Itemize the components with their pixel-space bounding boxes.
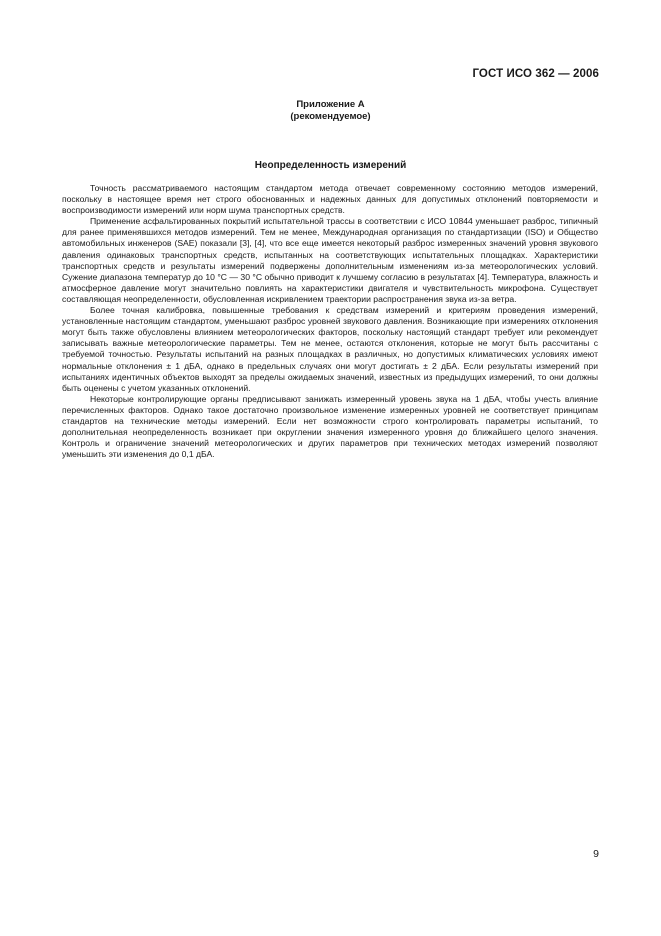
appendix-status: (рекомендуемое) (290, 111, 371, 122)
paragraph: Применение асфальтированных покрытий испытательной трассы в соответствии с ИСО 10844 уменьшает разброс, типичный для ранее применявшихся методов измерений. Тем не менее, Международная организация по стандартизации (ISO) и Общество автомобильных инженеров (SAE) показали [3], [4], что все еще имеется некоторый разброс измеренных значений уровня звукового давления одинаковых транспортных средств, испытанных на соответствующих испытательных площадках. Характеристики транспортных средств и результаты измерений подвержены дополнительным изменениям из-за метеорологических условий. Сужение диапазона температур до 10 °С — 30 °С обычно приводит к лучшему согласию в результатах [4]. Температура, влажность и атмосферное давление могут значительно повлиять на характеристики двигателя и чувствительность микрофона. Существует составляющая неопределенности, обусловленная искривлением траектории распространения звука из-за ветра. (62, 216, 598, 304)
appendix-heading (0, 99, 661, 123)
appendix-title: Приложение А (296, 99, 365, 110)
body-text (62, 183, 598, 460)
section-title: Неопределенность измерений (254, 160, 407, 171)
document-code: ГОСТ ИСО 362 — 2006 (472, 68, 599, 80)
paragraph: Некоторые контролирующие органы предписывают занижать измеренный уровень звука на 1 дБА, чтобы учесть влияние перечисленных факторов. Однако такое достаточно произвольное изменение измеренных уровней не соответствует принципам стандартов на технические методы измерений. Если нет возможности строго контролировать параметры испытаний, то дополнительная неопределенность возникает при округлении значения измеренного уровня до ближайшего целого значения. Контроль и ограничение значений метеорологических и других параметров при технических методах измерений позволяют уменьшить эти изменения до 0,1 дБА. (62, 393, 598, 460)
paragraph: Более точная калибровка, повышенные требования к средствам измерений и критериям проведения измерений, установленные настоящим стандартом, уменьшают разброс уровней звукового давления. Возникающие при измерениях отклонения могут быть также обусловлены влиянием метеорологических факторов, поскольку настоящий стандарт требует или рекомендует записывать важные метеорологические параметры. Тем не менее, остаются отклонения, которые не могут быть рассчитаны с требуемой точностью. Результаты испытаний на разных площадках в различных, но допустимых климатических условиях имеют нормальные отклонения ± 1 дБА, однако в предельных случаях они могут достигать ± 2 дБА. Если результаты измерений при испытаниях идентичных объектов выходят за пределы ожидаемых значений, известных из предыдущих измерений, то они должны быть оценены с учетом указанных отклонений. (62, 305, 598, 393)
page-number: 9 (593, 848, 599, 860)
paragraph: Точность рассматриваемого настоящим стандартом метода отвечает современному состоянию методов измерений, поскольку в настоящее время нет строго обоснованных и надежных данных для допустимых отклонений повторяемости и воспроизводимости измерений или норм шума транспортных средств. (62, 183, 598, 216)
